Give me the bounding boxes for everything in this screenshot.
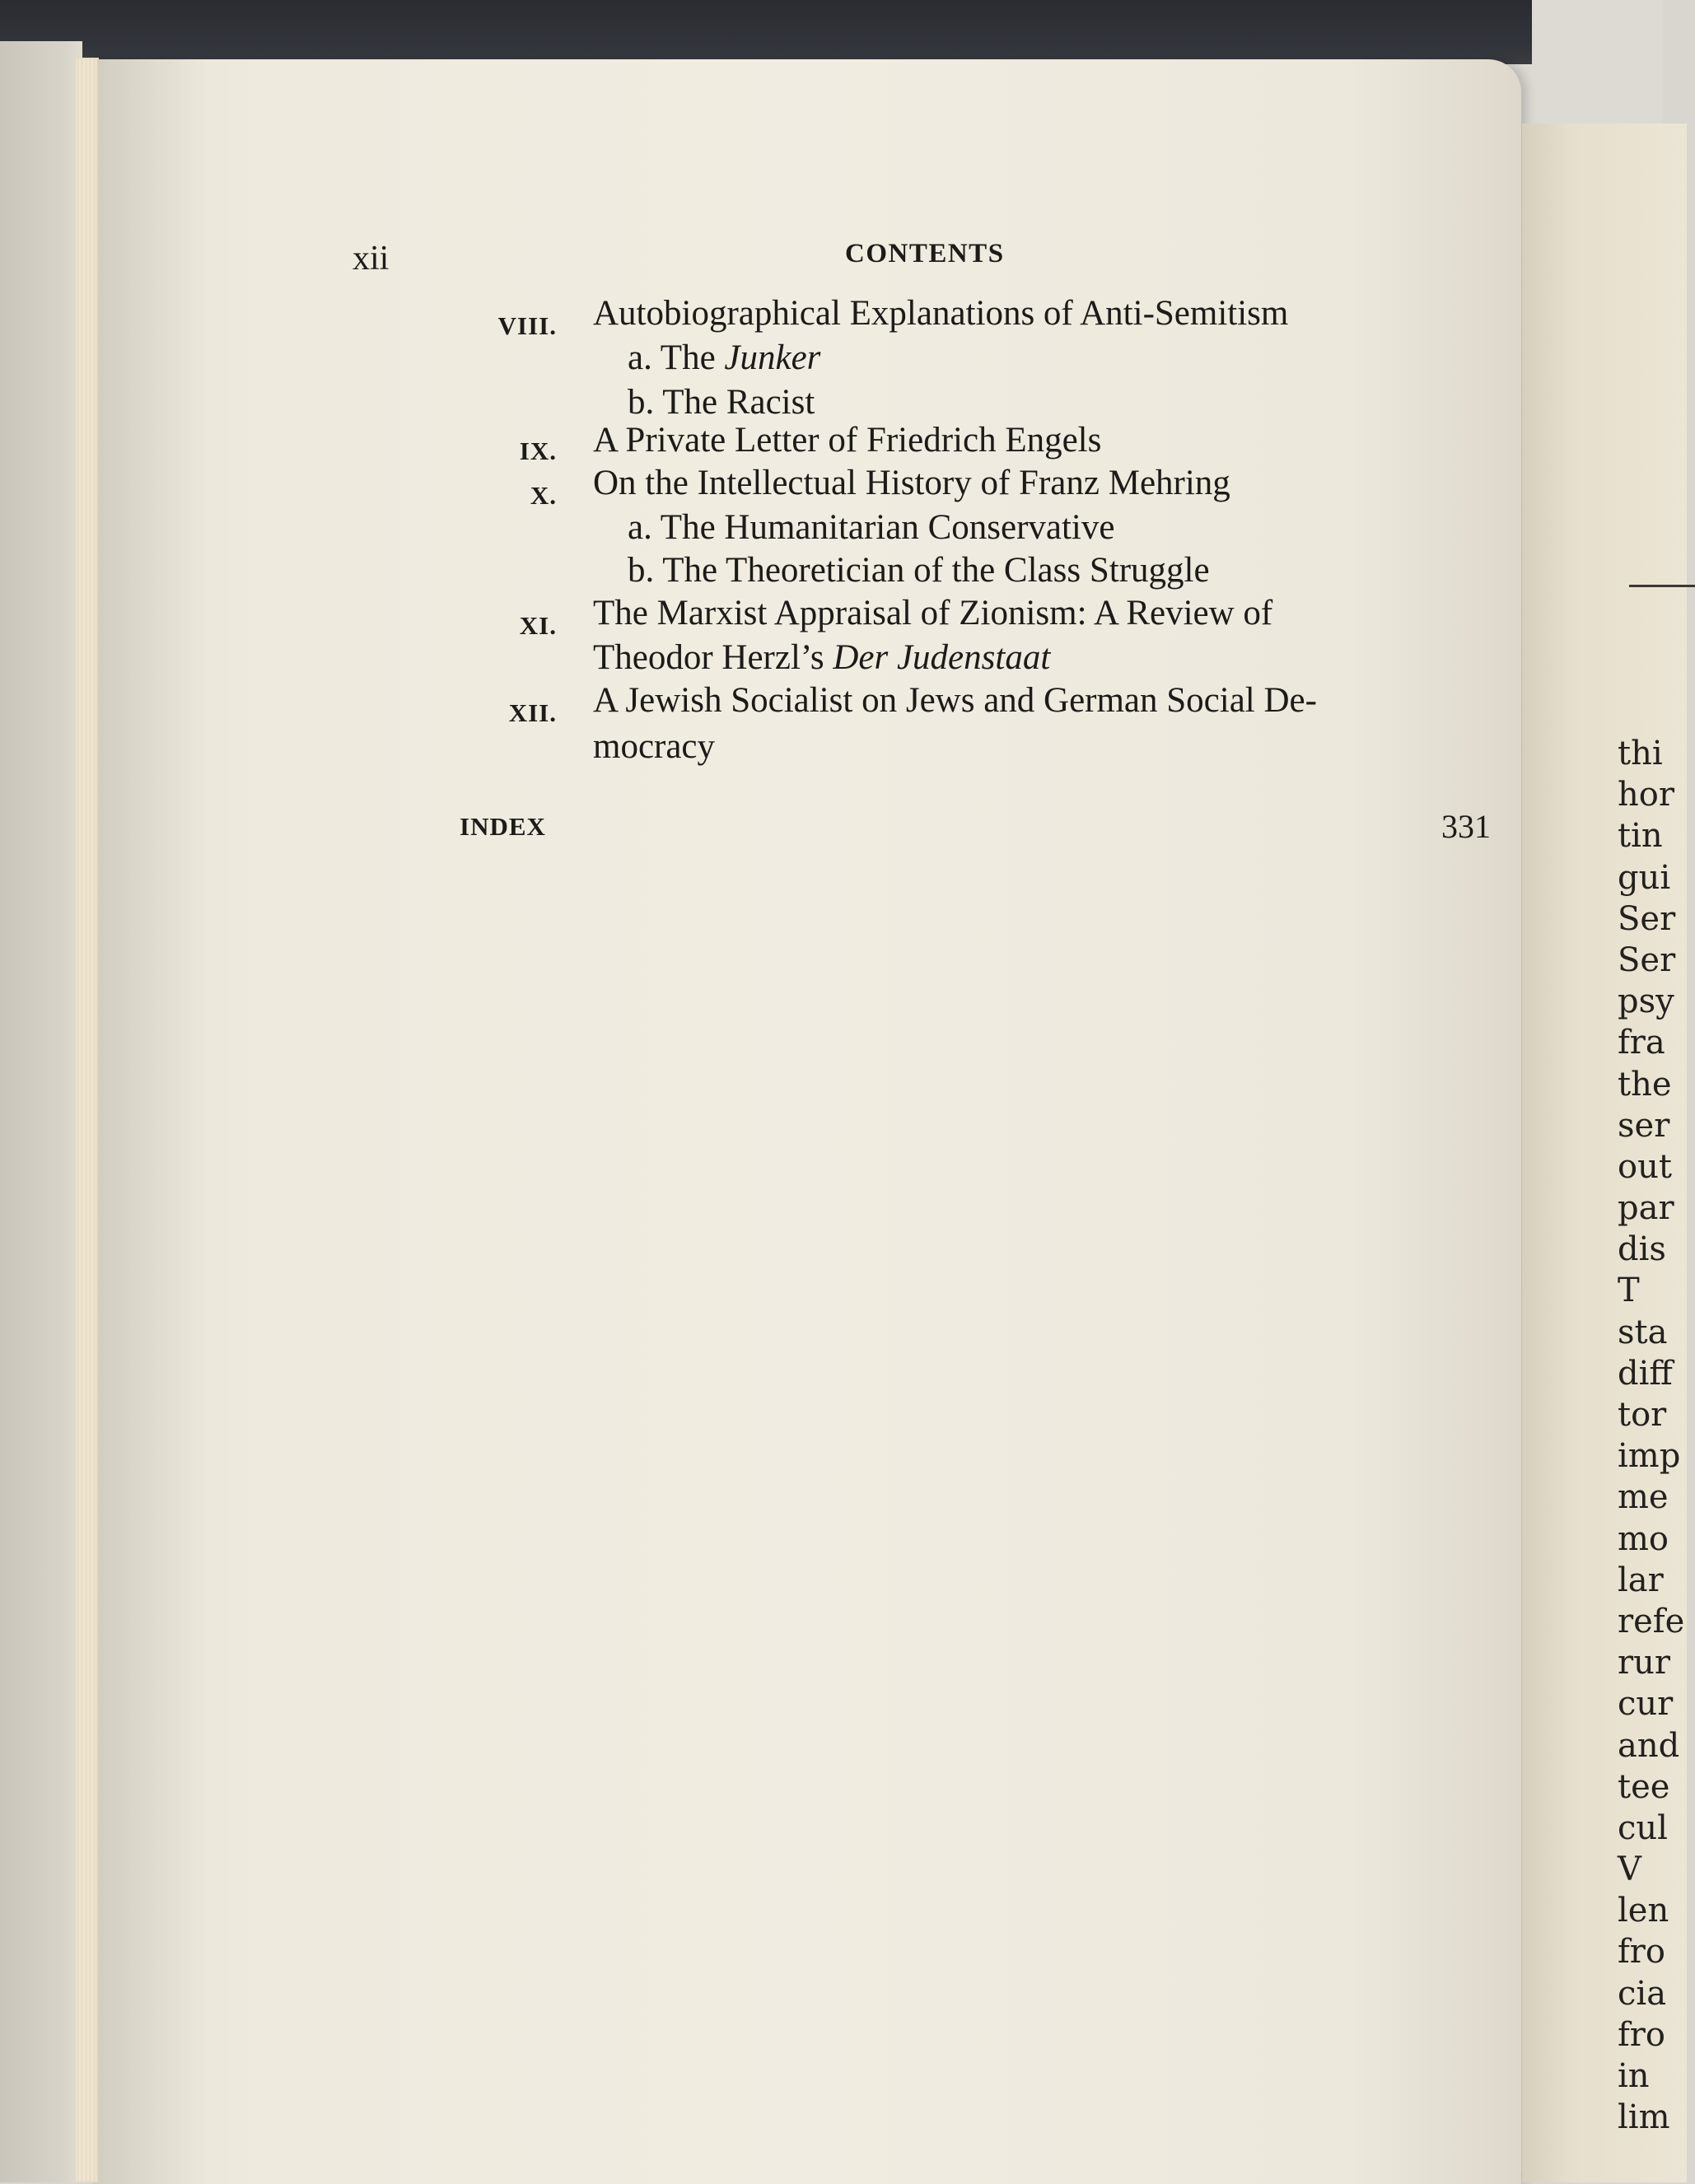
- facing-page-line: V: [1618, 1850, 1641, 1889]
- toc-entry-xi: The Marxist Appraisal of Zionism: A Review of: [593, 594, 1273, 632]
- facing-page-line: and: [1618, 1726, 1680, 1765]
- facing-page-line: tor: [1618, 1396, 1667, 1434]
- facing-page-line: sta: [1618, 1313, 1668, 1351]
- facing-page-line: refe: [1618, 1602, 1685, 1640]
- facing-page-line: Ser: [1618, 940, 1676, 979]
- facing-page-line: thi: [1618, 735, 1663, 772]
- toc-entry-x: On the Intellectual History of Franz Mehring: [593, 464, 1230, 502]
- facing-page-line: mo: [1618, 1519, 1669, 1558]
- facing-page-line: cia: [1618, 1974, 1667, 2013]
- facing-page-line: hor: [1618, 776, 1674, 814]
- facing-page-line: par: [1618, 1189, 1674, 1228]
- facing-page-line: out: [1618, 1147, 1672, 1186]
- page-folio: xii: [353, 240, 390, 278]
- toc-entry-xii: A Jewish Socialist on Jews and German Social De-: [593, 681, 1317, 720]
- toc-subentry-viii-a: [628, 336, 820, 380]
- facing-page-line: len: [1618, 1892, 1669, 1930]
- facing-page-line: T: [1618, 1272, 1640, 1310]
- facing-page-line: tin: [1618, 817, 1663, 856]
- toc-numeral-viii: VIII.: [497, 311, 557, 340]
- toc-numeral-xi: XI.: [519, 611, 557, 640]
- toc-subentry-x-a: a. The Humanitarian Conservative: [628, 508, 1115, 547]
- toc-subentry-viii-a-roman: a. The: [628, 338, 725, 377]
- facing-page-line: psy: [1618, 982, 1674, 1021]
- toc-numeral-ix: IX.: [519, 436, 557, 465]
- toc-subentry-viii-b: b. The Racist: [628, 383, 815, 422]
- facing-page-line: fro: [1618, 1933, 1666, 1972]
- running-head: CONTENTS: [845, 239, 1005, 268]
- facing-page-line: gui: [1618, 858, 1671, 897]
- facing-page-line: Ser: [1618, 899, 1676, 938]
- facing-page-line: lar: [1618, 1561, 1664, 1599]
- toc-numeral-x: X.: [530, 481, 557, 510]
- toc-entry-viii: Autobiographical Explanations of Anti-Semitism: [593, 294, 1289, 333]
- facing-page-line: rur: [1618, 1644, 1671, 1682]
- facing-page-line: fro: [1618, 2015, 1666, 2054]
- facing-page-line: cur: [1618, 1685, 1674, 1724]
- facing-page-line: fra: [1618, 1024, 1665, 1062]
- facing-page-line: tee: [1618, 1767, 1670, 1806]
- facing-page-line: me: [1618, 1478, 1669, 1517]
- facing-page-line: the: [1618, 1065, 1672, 1104]
- toc-entry-ix: A Private Letter of Friedrich Engels: [593, 421, 1102, 460]
- toc-entry-xi-line2: [593, 636, 1050, 680]
- toc-entry-xii-line2: mocracy: [593, 727, 716, 766]
- facing-page-line: cul: [1618, 1808, 1668, 1847]
- facing-page-line: diff: [1618, 1354, 1673, 1393]
- toc-index-label: INDEX: [460, 812, 546, 841]
- toc-entry-xi-line2-italic: Der Judenstaat: [833, 638, 1051, 677]
- facing-page-line: dis: [1618, 1230, 1666, 1269]
- toc-entry-xi-line2-roman: Theodor Herzl’s: [593, 638, 833, 677]
- facing-page-line: imp: [1618, 1437, 1681, 1476]
- toc-subentry-viii-a-italic: Junker: [724, 338, 821, 377]
- facing-page-line: lim: [1618, 2098, 1670, 2137]
- facing-page-line: ser: [1618, 1106, 1670, 1145]
- facing-page-line: in: [1618, 2057, 1650, 2095]
- toc-subentry-x-b: b. The Theoretician of the Class Struggle: [628, 551, 1210, 590]
- toc-numeral-xii: XII.: [508, 698, 557, 727]
- toc-index-page: 331: [1441, 808, 1491, 845]
